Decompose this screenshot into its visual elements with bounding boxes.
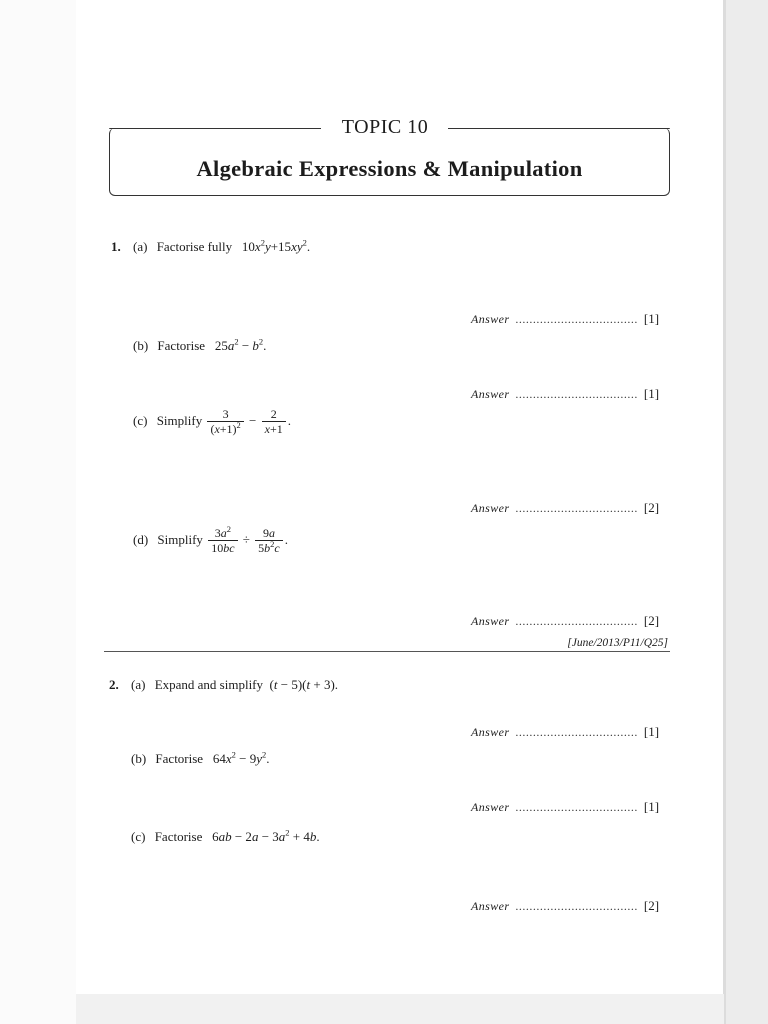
q1-source-reference: [June/2013/P11/Q25]: [567, 637, 668, 649]
q2b-mark: [1]: [643, 799, 660, 814]
q1d-answer-line[interactable]: Answer ................................... [2]: [471, 613, 660, 628]
topic-box-top-right-rule: [446, 128, 670, 129]
q2c-text: [131, 829, 320, 845]
q1d-fraction-2: $\frac{9a}{5b^2c}$: [255, 526, 283, 556]
question-1-number: 1.: [111, 239, 121, 254]
q1d-instruction: Simplify: [157, 531, 203, 547]
topic-label: TOPIC 10: [322, 116, 448, 139]
q1b-expression: $25a^2 - b^2$.: [214, 336, 267, 353]
q1d-label: (d): [133, 531, 149, 547]
q2a-mark: [1]: [643, 724, 660, 739]
topic-title: Algebraic Expressions & Manipulation: [196, 156, 583, 181]
q2b-label: (b): [131, 751, 147, 766]
q1c-answer-line[interactable]: Answer ................................... [2]: [471, 500, 660, 515]
q1b-answer-line[interactable]: Answer ................................... [1]: [471, 386, 660, 401]
scan-margin-bottom: [76, 994, 724, 1024]
q1a-mark: [1]: [643, 311, 660, 326]
q1c-fraction-2: $\frac{2}{x+1}$: [262, 407, 286, 437]
question-2-number: 2.: [109, 677, 119, 692]
q1a-answer-line[interactable]: Answer ................................... [1]: [471, 311, 660, 326]
q2a-expression: (t − 5)(t + 3).: [269, 677, 339, 692]
q1d-fraction-1: $\frac{3a^2}{10bc}$: [208, 526, 237, 556]
q2c-label: (c): [131, 829, 146, 844]
q2a-text: [131, 677, 338, 693]
q1b-instruction: Factorise: [157, 338, 206, 353]
q2b-instruction: Factorise: [155, 751, 204, 766]
question-divider: [104, 651, 670, 652]
q2c-answer-line[interactable]: Answer ................................... [2]: [471, 898, 660, 913]
q1d-text: (d) Simplify $\frac{3a^2}{10bc}$ ÷ $\frac{9a}{5b^2c}$ .: [133, 524, 288, 556]
scan-edge-line: [723, 0, 726, 1024]
q1c-label: (c): [133, 412, 148, 428]
q2c-mark: [2]: [643, 898, 660, 913]
q1d-mark: [2]: [643, 613, 660, 628]
q1b-mark: [1]: [643, 386, 660, 401]
q2b-expression: $64x^2 - 9y^2$.: [212, 749, 270, 766]
q2b-text: [131, 751, 269, 767]
q1c-instruction: Simplify: [156, 412, 203, 428]
q1c-mark: [2]: [643, 500, 660, 515]
q2c-expression: $6ab - 2a - 3a^2 + 4b$.: [212, 827, 320, 844]
topic-box-top-left-rule: [109, 128, 321, 129]
q2a-answer-line[interactable]: Answer ................................... [1]: [471, 724, 660, 739]
q2a-label: (a): [131, 677, 146, 692]
scan-margin-right: [724, 0, 768, 1024]
q1a-text: [133, 239, 310, 255]
q1a-label: (a): [133, 239, 148, 254]
q2b-answer-line[interactable]: Answer ................................... [1]: [471, 799, 660, 814]
q1b-text: [133, 338, 266, 354]
q2a-instruction: Expand and simplify: [154, 677, 264, 692]
q1a-instruction: Factorise fully: [156, 239, 233, 254]
q1b-label: (b): [133, 338, 149, 353]
q1c-fraction-1: $\frac{3}{(x+1)^2}$: [207, 407, 243, 437]
scan-margin-left: [0, 0, 76, 1024]
q2c-instruction: Factorise: [154, 829, 203, 844]
q1a-expression: $10x^2y+15xy^2$.: [241, 237, 311, 254]
q1c-text: (c) Simplify $\frac{3}{(x+1)^2}$ − $\frac{2}{x+1}$ .: [133, 407, 291, 437]
